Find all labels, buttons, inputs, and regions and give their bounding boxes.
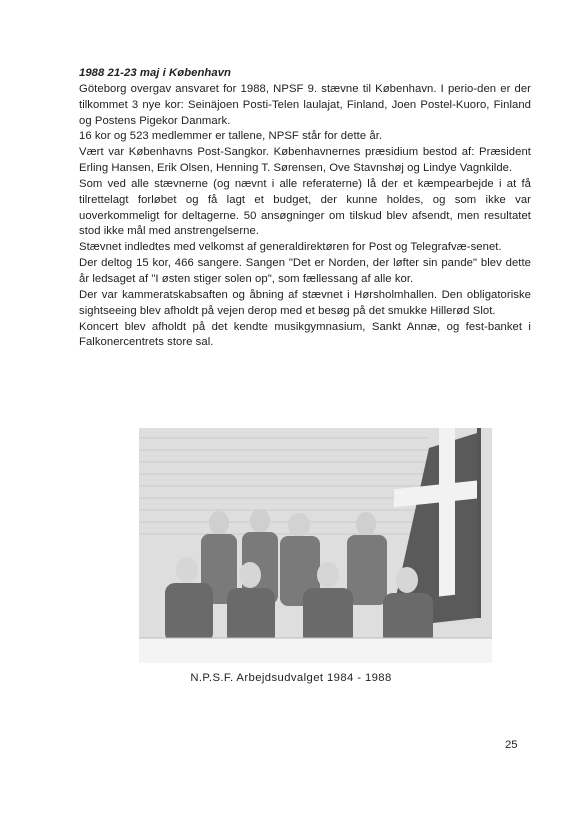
- photo-caption: N.P.S.F. Arbejdsudvalget 1984 - 1988: [190, 672, 392, 684]
- article-body: [79, 66, 531, 351]
- section-heading: 1988 21-23 maj i København: [79, 67, 231, 79]
- paragraph-8: Koncert blev afholdt på det kendte musikgymnasium, Sankt Annæ, og fest-banket i Falkonercentrets store sal.: [79, 320, 531, 349]
- paragraph-3: Vært var Københavns Post-Sangkor. Københavnernes præsidium bestod af: Præsident Erling Hansen, Erik Olsen, Henning T. Sørensen, Ove Stavnshøj og Lindye Vagnkilde.: [79, 146, 531, 175]
- group-photo: [139, 428, 492, 663]
- paragraph-4: Som ved alle stævnerne (og nævnt i alle referaterne) lå der et kæmpearbejde i at få tilrettelagt forløbet og få lagt et budget, der kunne holdes, og som ikke var uoverkommeligt for deltagerne. 50 ansøgninger om tilskud blev afsendt, men resultatet stod ikke mål med anstrengelserne.: [79, 177, 531, 238]
- paragraph-1: Göteborg overgav ansvaret for 1988, NPSF 9. stævne til København. I perio-den er der tilkommet 3 nye kor: Seinäjoen Posti-Telen laulajat, Finland, Joen Postel-Kuoro, Finland og Postens Pigekor Danmark.: [79, 82, 531, 127]
- group-photo-illustration: [139, 428, 492, 663]
- page-number: 25: [505, 739, 518, 751]
- paragraph-5: Stævnet indledtes med velkomst af generaldirektøren for Post og Telegrafvæ-senet.: [79, 241, 502, 254]
- paragraph-7: Der var kammeratskabsaften og åbning af stævnet i Hørsholmhallen. Den obligatoriske sightseeing blev afholdt på vejen derop med et besøg på det smukke Hillerød Slot.: [79, 288, 531, 317]
- paragraph-2: 16 kor og 523 medlemmer er tallene, NPSF står for dette år.: [79, 130, 383, 143]
- paragraph-6: Der deltog 15 kor, 466 sangere. Sangen "Det er Norden, der løfter sin pande" blev dette år ledsaget af "I østen stiger solen op", som fællessang af alle kor.: [79, 257, 531, 285]
